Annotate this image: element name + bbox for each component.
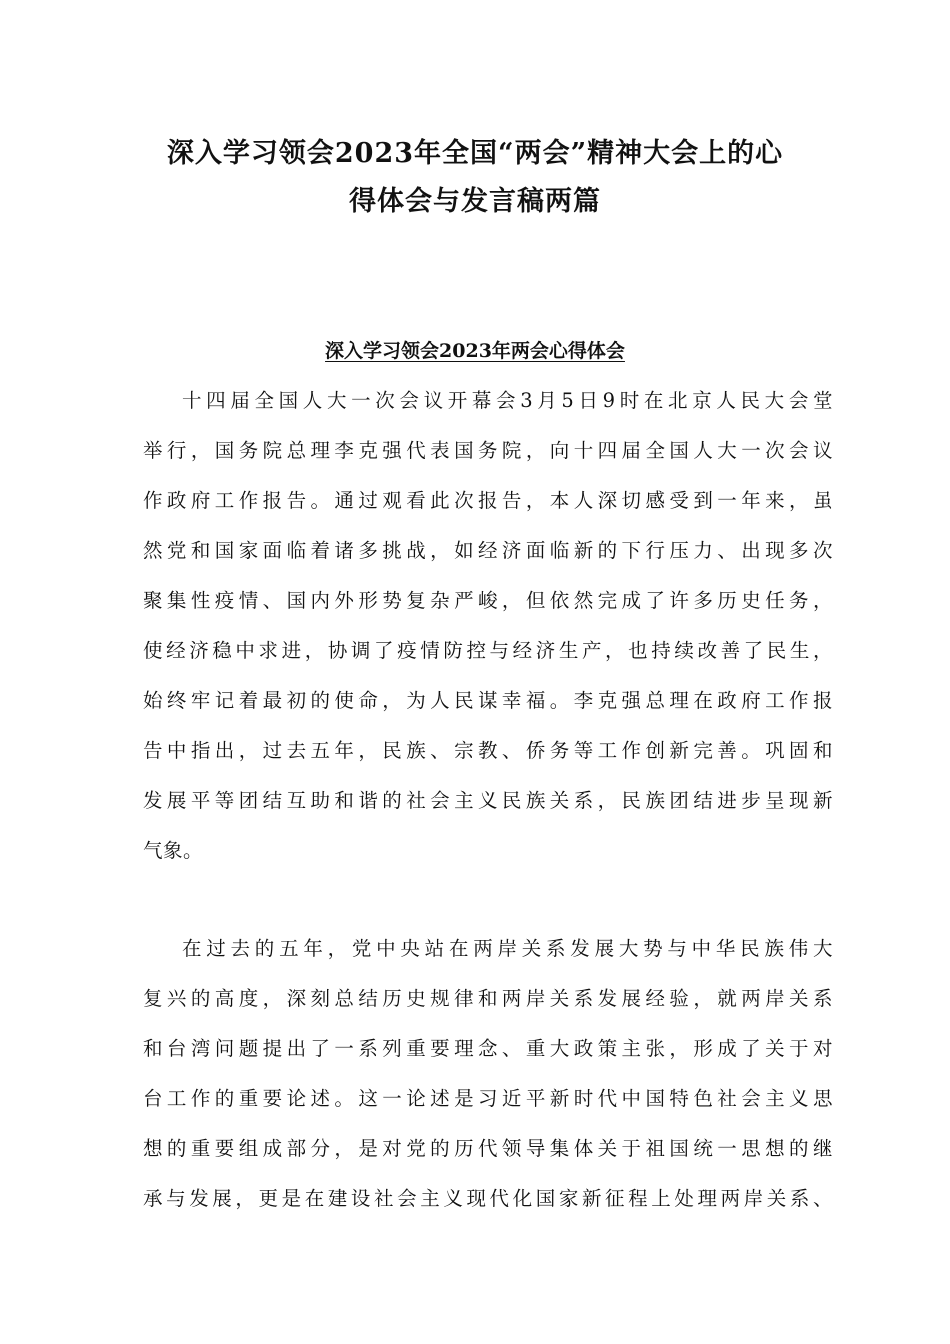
paragraph-1-line: 举行，国务院总理李克强代表国务院，向十四届全国人大一次会议 [143,439,833,462]
paragraph-1-line: 十四届全国人大一次会议开幕会3月5日9时在北京人民大会堂 [182,389,833,412]
document-title-line-2: 得体会与发言稿两篇 [349,186,601,217]
paragraph-1-line: 告中指出，过去五年，民族、宗教、侨务等工作创新完善。巩固和 [143,739,833,762]
paragraph-1-line: 始终牢记着最初的使命，为人民谋幸福。李克强总理在政府工作报 [143,689,833,712]
section-heading [100,334,850,368]
paragraph-1-line: 气象。 [143,839,204,862]
section-heading-text: 深入学习领会2023年两会心得体会 [325,340,625,362]
paragraph-2-line: 台工作的重要论述。这一论述是习近平新时代中国特色社会主义思 [143,1087,833,1110]
paragraph-1-line: 发展平等团结互助和谐的社会主义民族关系，民族团结进步呈现新 [143,789,833,812]
paragraph-1-line: 然党和国家面临着诸多挑战，如经济面临新的下行压力、出现多次 [143,539,833,562]
paragraph-2-line: 复兴的高度，深刻总结历史规律和两岸关系发展经验，就两岸关系 [143,987,833,1010]
paragraph-1-line: 作政府工作报告。通过观看此次报告，本人深切感受到一年来，虽 [143,489,833,512]
paragraph-2-line: 想的重要组成部分，是对党的历代领导集体关于祖国统一思想的继 [143,1137,833,1160]
paragraph-2-line: 在过去的五年，党中央站在两岸关系发展大势与中华民族伟大 [182,937,833,960]
paragraph-2-line: 和台湾问题提出了一系列重要理念、重大政策主张，形成了关于对 [143,1037,833,1060]
paragraph-1-line: 聚集性疫情、国内外形势复杂严峻，但依然完成了许多历史任务， [143,589,833,612]
paragraph-2-line: 承与发展，更是在建设社会主义现代化国家新征程上处理两岸关系、 [143,1187,833,1210]
document-title-line-1: 深入学习领会2023年全国“两会”精神大会上的心 [166,138,784,169]
paragraph-1-line: 使经济稳中求进，协调了疫情防控与经济生产，也持续改善了民生， [143,639,833,662]
